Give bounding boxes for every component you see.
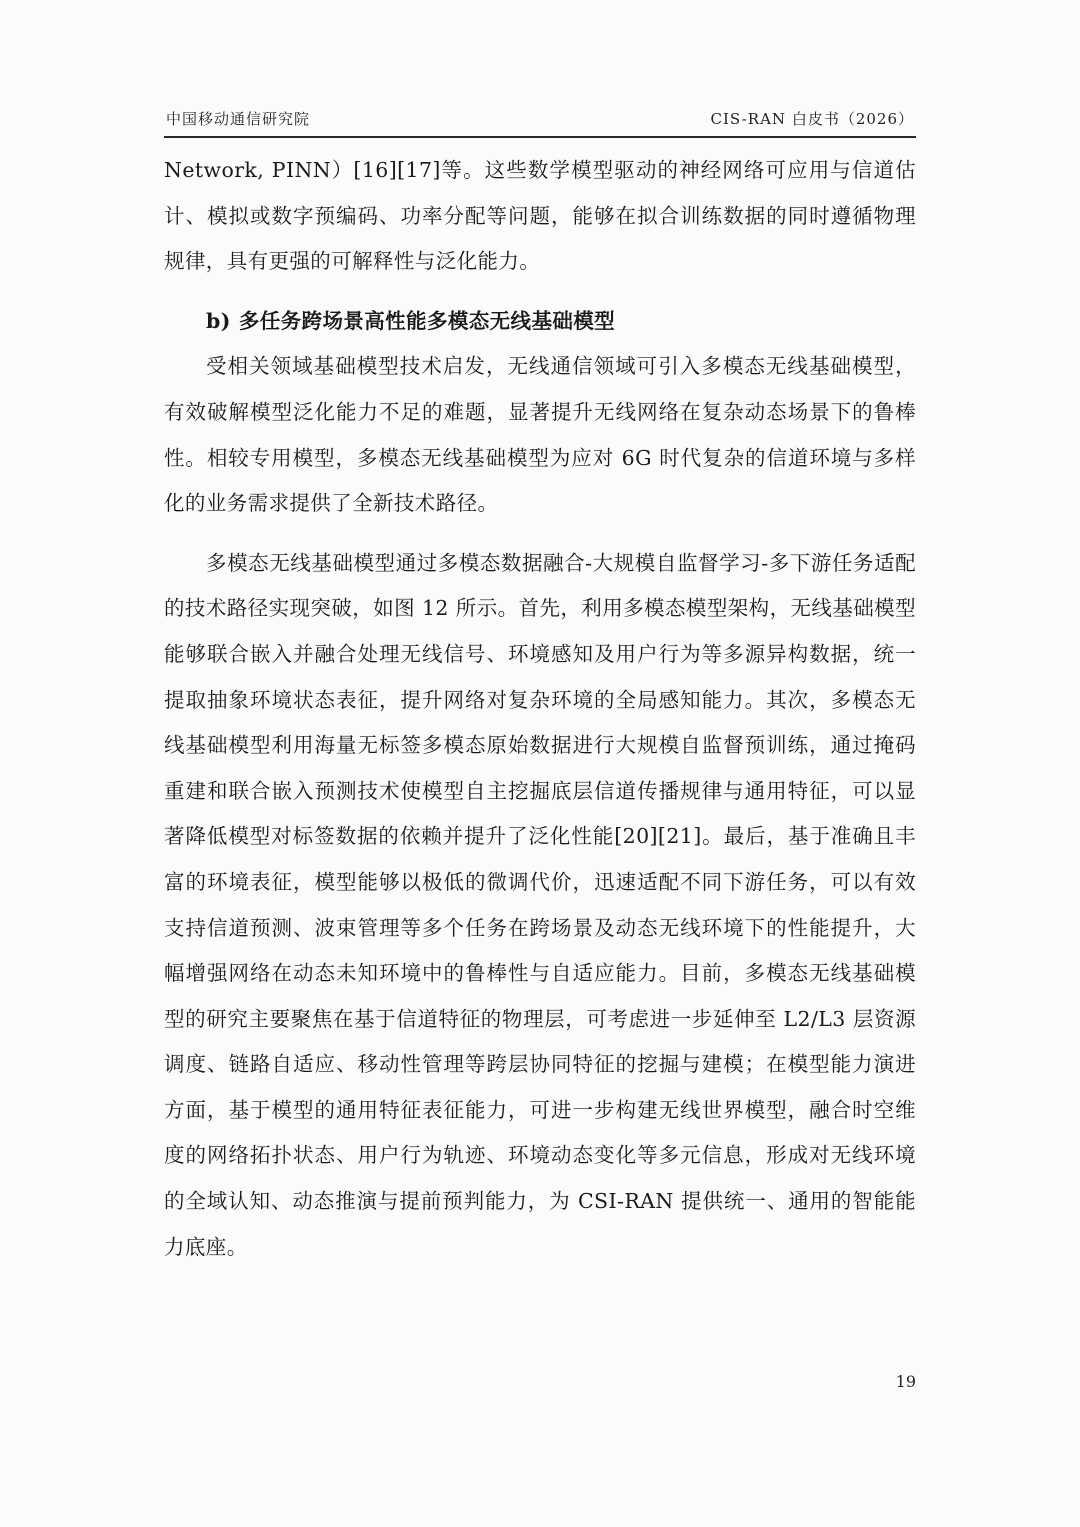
paragraph-intro: Network, PINN）[16][17]等。这些数学模型驱动的神经网络可应用与信道估计、模拟或数字预编码、功率分配等问题，能够在拟合训练数据的同时遵循物理规律，具有更强的可解释性与泛化能力。 <box>164 158 916 274</box>
spacer <box>164 285 916 299</box>
spacer <box>164 527 916 541</box>
page-header <box>164 106 916 138</box>
section-subheading <box>164 299 916 345</box>
paragraph-technical-path: 多模态无线基础模型通过多模态数据融合-大规模自监督学习-多下游任务适配的技术路径实现突破，如图 12 所示。首先，利用多模态模型架构，无线基础模型能够联合嵌入并融合处理无线信号、环境感知及用户行为等多源异构数据，统一提取抽象环境状态表征，提升网络对复杂环境的全局感知能力。其次，多模态无线基础模型利用海量无标签多模态原始数据进行大规模自监督预训练，通过掩码重建和联合嵌入预测技术使模型自主挖掘底层信道传播规律与通用特征，可以显著降低模型对标签数据的依赖并提升了泛化性能[20][21]。最后，基于准确且丰富的环境表征，模型能够以极低的微调代价，迅速适配不同下游任务，可以有效支持信道预测、波束管理等多个任务在跨场景及动态无线环境下的性能提升，大幅增强网络在动态未知环境中的鲁棒性与自适应能力。目前，多模态无线基础模型的研究主要聚焦在基于信道特征的物理层，可考虑进一步延伸至 L2/L3 层资源调度、链路自适应、移动性管理等跨层协同特征的挖掘与建模；在模型能力演进方面，基于模型的通用特征表征能力，可进一步构建无线世界模型，融合时空维度的网络拓扑状态、用户行为轨迹、环境动态变化等多元信息，形成对无线环境的全域认知、动态推演与提前预判能力，为 CSI-RAN 提供统一、通用的智能能力底座。 <box>164 550 916 1259</box>
subheading-title: 多任务跨场景高性能多模态无线基础模型 <box>238 308 616 333</box>
paragraph-foundation-model-intro: 受相关领域基础模型技术启发，无线通信领域可引入多模态无线基础模型，有效破解模型泛化能力不足的难题，显著提升无线网络在复杂动态场景下的鲁棒性。相较专用模型，多模态无线基础模型为应对 6G 时代复杂的信道环境与多样化的业务需求提供了全新技术路径。 <box>164 354 916 516</box>
page-body <box>164 148 916 1270</box>
header-organization: 中国移动通信研究院 <box>166 110 311 128</box>
header-document-title: CIS-RAN 白皮书（2026） <box>710 110 914 128</box>
subheading-marker: b) <box>206 308 231 333</box>
page-number: 19 <box>895 1372 916 1391</box>
